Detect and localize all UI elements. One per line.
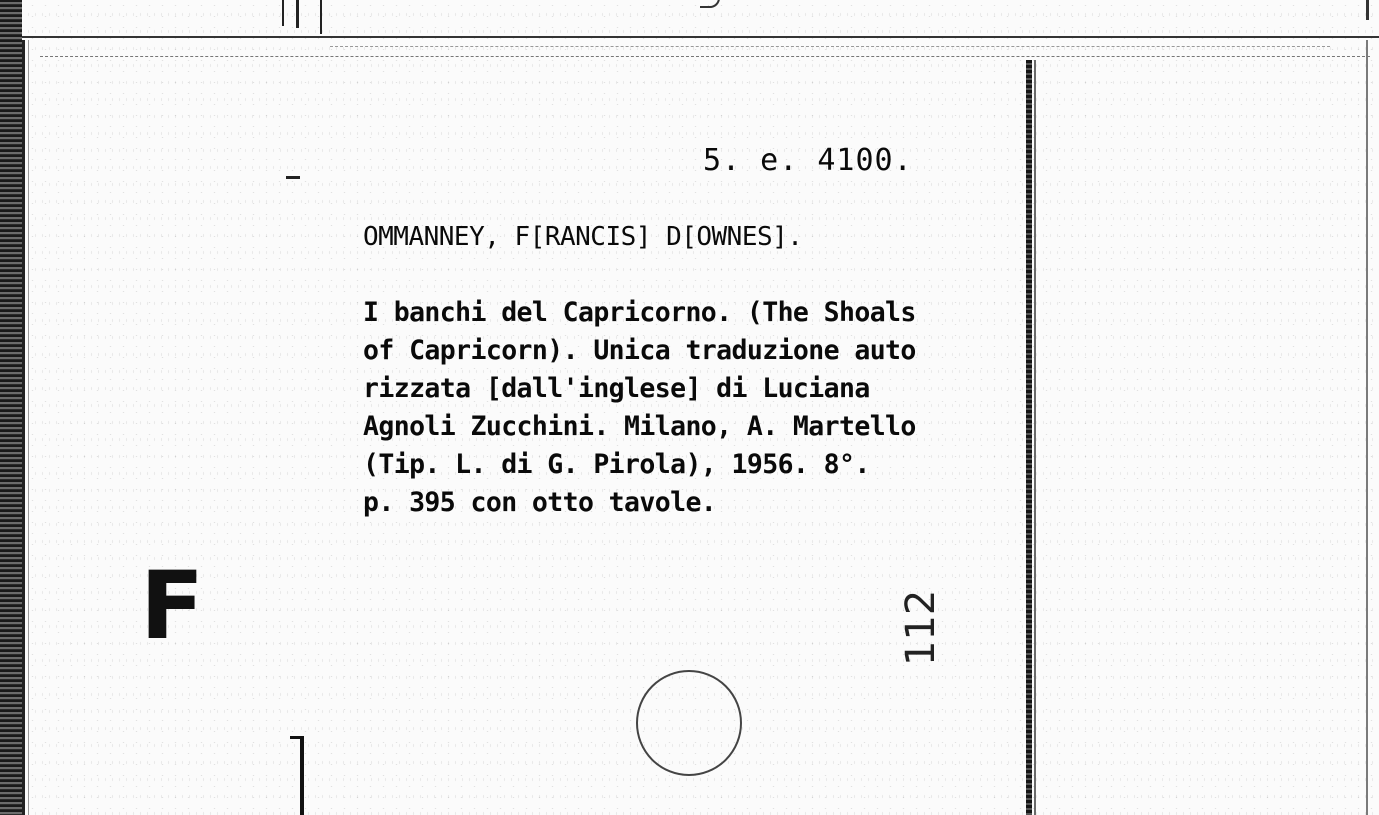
edge-mark (296, 0, 299, 28)
scanner-left-edge (0, 0, 22, 815)
punch-hole-circle (636, 670, 742, 776)
edge-mark (320, 0, 322, 34)
dashed-edge-line (330, 46, 1330, 47)
previous-card-edge (22, 36, 1379, 38)
description-line: rizzata [dall'inglese] di Luciana (363, 373, 870, 404)
description-line: Agnoli Zucchini. Milano, A. Martello (363, 411, 916, 442)
card-right-border (1026, 60, 1032, 815)
bracket-mark (290, 736, 304, 739)
description-line: p. 395 con otto tavole. (363, 487, 717, 518)
description-line: I banchi del Capricorno. (The Shoals (363, 297, 916, 328)
dashed-edge-line (40, 56, 1370, 57)
card-right-border-shadow (1034, 60, 1036, 815)
card-left-border (22, 40, 25, 815)
edge-mark (1366, 0, 1369, 20)
author-heading: OMMANNEY, F[RANCIS] D[OWNES]. (363, 222, 803, 252)
handwritten-stroke (700, 0, 720, 8)
description-line: of Capricorn). Unica traduzione auto (363, 335, 916, 366)
bibliographic-description (363, 294, 916, 522)
margin-letter: F (140, 552, 205, 661)
adjacent-card-edge (1366, 40, 1368, 815)
bracket-mark (300, 736, 304, 815)
card-left-border-shadow (28, 40, 29, 815)
shelfmark: 5. e. 4100. (703, 143, 913, 178)
margin-dash (286, 176, 300, 179)
description-line: (Tip. L. di G. Pirola), 1956. 8°. (363, 449, 870, 480)
rotated-card-number: 112 (898, 589, 944, 666)
edge-mark (282, 0, 284, 26)
